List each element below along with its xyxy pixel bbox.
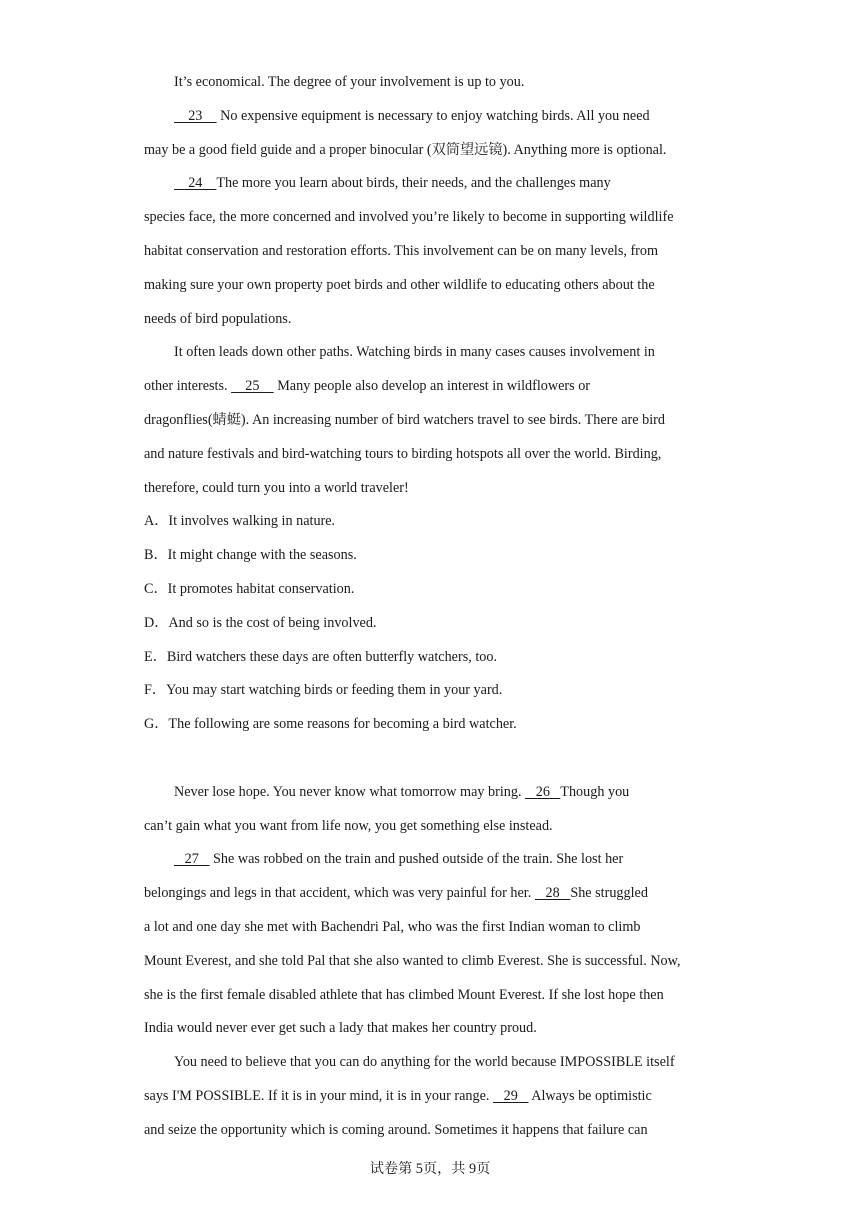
option-item: B．It might change with the seasons. xyxy=(144,547,357,564)
answer-blank: 27 xyxy=(174,851,210,868)
text-span: needs of bird populations. xyxy=(144,310,292,327)
text-span: species face, the more concerned and involved you’re likely to become in supporting wildlife xyxy=(144,209,674,226)
text-span: and seize the opportunity which is coming around. Sometimes it happens that failure can xyxy=(144,1121,648,1138)
text-span: She struggled xyxy=(570,885,648,902)
text-line xyxy=(144,776,729,810)
text-span: Though you xyxy=(560,783,630,800)
text-span: dragonflies(蜻蜓). An increasing number of bird watchers travel to see birds. There are bird xyxy=(144,411,665,428)
document-body xyxy=(144,66,729,1148)
text-line xyxy=(144,235,729,269)
text-line xyxy=(144,810,729,844)
options-list xyxy=(144,505,729,742)
passage-never-lose-hope xyxy=(144,776,729,1148)
text-span: Mount Everest, and she told Pal that she also wanted to climb Everest. She is successful. Now, xyxy=(144,952,681,969)
text-span: therefore, could turn you into a world traveler! xyxy=(144,479,409,496)
text-span: Never lose hope. You never know what tomorrow may bring. xyxy=(174,783,526,800)
answer-blank: 24 xyxy=(174,175,217,192)
text-span: She was robbed on the train and pushed outside of the train. She lost her xyxy=(209,851,624,868)
text-span: may be a good field guide and a proper binocular (双筒望远镜). Anything more is optional. xyxy=(144,141,667,158)
text-span: No expensive equipment is necessary to enjoy watching birds. All you need xyxy=(216,107,650,124)
answer-blank: 29 xyxy=(492,1087,529,1104)
text-span: and nature festivals and bird-watching tours to birding hotspots all over the world. Birding, xyxy=(144,445,662,462)
text-span: Always be optimistic xyxy=(528,1087,652,1104)
option-item: A．It involves walking in nature. xyxy=(144,513,336,530)
text-span: Many people also develop an interest in wildflowers or xyxy=(273,378,591,395)
section-gap xyxy=(144,742,729,776)
page-footer: 试卷第 5页，共 9页 xyxy=(369,1161,491,1177)
answer-blank: 23 xyxy=(174,107,217,124)
option-item: E．Bird watchers these days are often butterfly watchers, too. xyxy=(144,648,497,665)
text-line xyxy=(144,1012,729,1046)
text-line xyxy=(144,303,729,337)
text-span: It’s economical. The degree of your involvement is up to you. xyxy=(174,74,525,90)
text-line xyxy=(144,979,729,1013)
text-line xyxy=(144,404,729,438)
text-line xyxy=(144,269,729,303)
text-line xyxy=(144,438,729,472)
text-span: India would never ever get such a lady that makes her country proud. xyxy=(144,1020,537,1037)
text-span: belongings and legs in that accident, which was very painful for her. xyxy=(144,885,535,902)
text-line xyxy=(144,472,729,506)
text-line xyxy=(144,911,729,945)
text-line xyxy=(144,100,729,134)
text-line xyxy=(144,1046,729,1080)
text-line xyxy=(144,843,729,877)
text-line xyxy=(144,945,729,979)
option-item: C．It promotes habitat conservation. xyxy=(144,580,355,597)
text-span: It often leads down other paths. Watching birds in many cases causes involvement in xyxy=(174,344,655,361)
text-line xyxy=(144,1114,729,1148)
text-line xyxy=(144,201,729,235)
answer-blank: 25 xyxy=(231,378,274,395)
text-span: other interests. xyxy=(144,378,232,395)
text-line xyxy=(144,336,729,370)
passage-bird-watching xyxy=(144,66,729,505)
text-span: says I'M POSSIBLE. If it is in your mind, it is in your range. xyxy=(144,1087,493,1104)
text-line xyxy=(144,134,729,168)
option-item: D．And so is the cost of being involved. xyxy=(144,614,377,631)
text-line xyxy=(144,877,729,911)
option-item: G．The following are some reasons for becoming a bird watcher. xyxy=(144,716,517,733)
option-item: F．You may start watching birds or feeding them in your yard. xyxy=(144,682,503,699)
text-span: The more you learn about birds, their needs, and the challenges many xyxy=(216,175,611,192)
text-span: can’t gain what you want from life now, you get something else instead. xyxy=(144,817,553,834)
answer-blank: 26 xyxy=(525,783,561,800)
text-span: You need to believe that you can do anything for the world because IMPOSSIBLE itself xyxy=(174,1054,675,1071)
text-line xyxy=(144,370,729,404)
text-span: she is the first female disabled athlete that has climbed Mount Everest. If she lost hope then xyxy=(144,986,664,1003)
text-line xyxy=(144,167,729,201)
text-line xyxy=(144,66,729,100)
text-span: making sure your own property poet birds and other wildlife to educating others about the xyxy=(144,276,655,293)
text-span: habitat conservation and restoration efforts. This involvement can be on many levels, from xyxy=(144,242,659,259)
answer-blank: 28 xyxy=(534,885,571,902)
text-line xyxy=(144,1080,729,1114)
text-span: a lot and one day she met with Bachendri Pal, who was the first Indian woman to climb xyxy=(144,918,641,935)
